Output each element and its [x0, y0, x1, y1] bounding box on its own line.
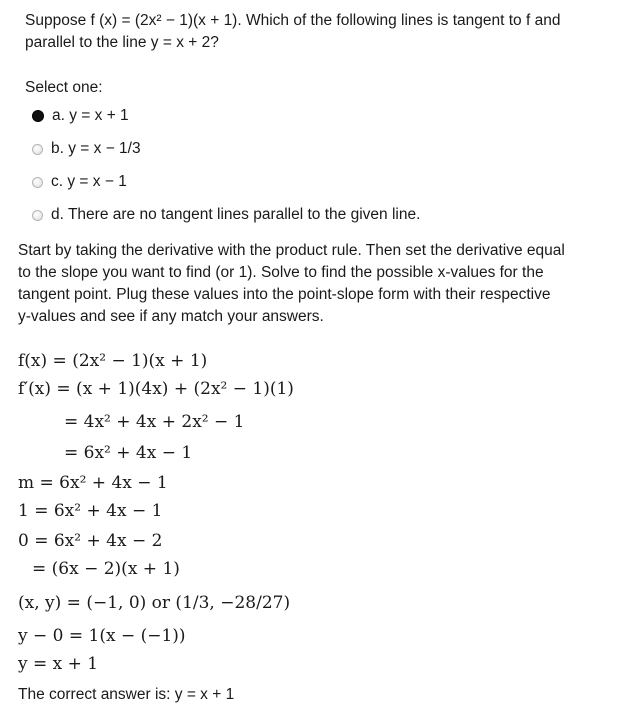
- question-line-2: parallel to the line y = x + 2?: [25, 34, 219, 51]
- math-line-5: m = 6x² + 4x − 1: [18, 473, 168, 493]
- option-b-label: b. y = x − 1/3: [51, 140, 141, 157]
- radio-unselected-icon[interactable]: [32, 210, 43, 221]
- explanation-line-2: to the slope you want to find (or 1). Solve to find the possible x-values for the: [18, 264, 544, 281]
- option-b[interactable]: [32, 140, 141, 158]
- math-line-4: = 6x² + 4x − 1: [64, 443, 193, 463]
- math-line-8: = (6x − 2)(x + 1): [32, 559, 180, 579]
- option-a-label: a. y = x + 1: [52, 107, 129, 124]
- math-line-10: y − 0 = 1(x − (−1)): [18, 626, 186, 646]
- correct-answer: The correct answer is: y = x + 1: [18, 686, 235, 703]
- option-a[interactable]: [32, 107, 129, 125]
- radio-unselected-icon[interactable]: [32, 144, 43, 155]
- radio-selected-icon[interactable]: [32, 110, 44, 122]
- select-one-label: Select one:: [25, 79, 103, 96]
- explanation-line-4: y-values and see if any match your answers.: [18, 308, 324, 325]
- question-line-1: Suppose f (x) = (2x² − 1)(x + 1). Which of the following lines is tangent to f and: [25, 12, 561, 29]
- math-line-7: 0 = 6x² + 4x − 2: [18, 531, 163, 551]
- option-c[interactable]: [32, 173, 127, 191]
- math-line-9: (x, y) = (−1, 0) or (1/3, −28/27): [18, 593, 291, 613]
- math-line-6: 1 = 6x² + 4x − 1: [18, 501, 163, 521]
- math-line-2: f′(x) = (x + 1)(4x) + (2x² − 1)(1): [18, 379, 294, 399]
- option-d-label: d. There are no tangent lines parallel to the given line.: [51, 206, 421, 223]
- math-line-3: = 4x² + 4x + 2x² − 1: [64, 412, 245, 432]
- math-line-11: y = x + 1: [18, 654, 99, 674]
- math-line-1: f(x) = (2x² − 1)(x + 1): [18, 351, 208, 371]
- radio-unselected-icon[interactable]: [32, 177, 43, 188]
- question-text: [25, 10, 630, 54]
- explanation-line-1: Start by taking the derivative with the product rule. Then set the derivative equal: [18, 242, 565, 259]
- option-d[interactable]: [32, 206, 420, 224]
- explanation-text: [18, 240, 630, 328]
- explanation-line-3: tangent point. Plug these values into the point-slope form with their respective: [18, 286, 551, 303]
- option-c-label: c. y = x − 1: [51, 173, 127, 190]
